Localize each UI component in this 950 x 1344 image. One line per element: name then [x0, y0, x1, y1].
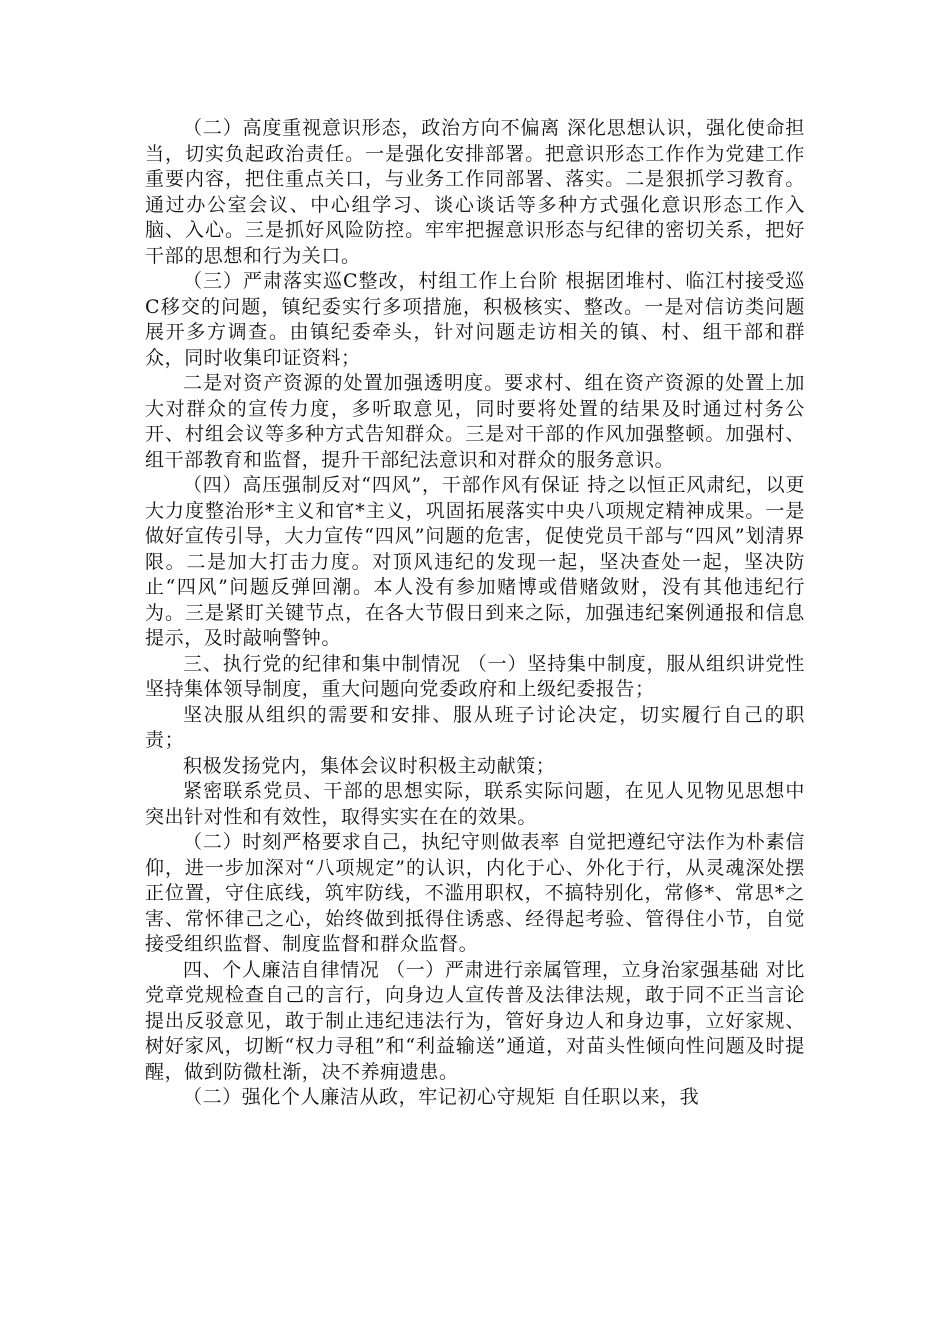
- paragraph-ideology: （二）高度重视意识形态，政治方向不偏离 深化思想认识，强化使命担当，切实负起政治责任。一是强化安排部署。把意识形态工作作为党建工作重要内容，把住重点关口，与业务工作同部署、落实。二是狠抓学习教育。通过办公室会议、中心组学习、谈心谈话等多种方式强化意识形态工作入脑、入心。三是抓好风险防控。牢牢把握意识形态与纪律的密切关系，把好干部的思想和行为关口。: [145, 117, 805, 267]
- paragraph-party-discipline: 三、执行党的纪律和集中制情况 （一）坚持集中制度，服从组织讲党性 坚持集体领导制度，重大问题向党委政府和上级纪委报告；: [145, 652, 805, 700]
- paragraph-clean-governance: （二）强化个人廉洁从政，牢记初心守规矩 自任职以来，我: [183, 1086, 700, 1108]
- paragraph-inner-party: 积极发扬党内，集体会议时积极主动献策；: [183, 754, 556, 777]
- paragraph-self-discipline: （二）时刻严格要求自己，执纪守则做表率 自觉把遵纪守法作为朴素信仰，进一步加深对“八项规定”的认识，内化于心、外化于行，从灵魂深处摆正位置，守住底线，筑牢防线，不滥用职权，不搞特别化，常修*、常思*之害、常怀律己之心，始终做到抵得住诱惑、经得起考验、管得住小节，自觉接受组织监督、制度监督和群众监督。: [145, 831, 805, 955]
- paragraph-personal-integrity: 四、个人廉洁自律情况 （一）严肃进行亲属管理，立身治家强基础 对比党章党规检查自己的言行，向身边人宣传普及法律法规，敢于同不正当言论提出反驳意见，敢于制止违纪违法行为，管好身边人和身边事，立好家规、树好家风，切断“权力寻租”和“利益输送”通道，对苗头性倾向性问题及时提醒，做到防微杜渐，决不养痈遗患。: [145, 958, 805, 1083]
- paragraph-four-winds: （四）高压强制反对“四风”，干部作风有保证 持之以恒正风肃纪，以更大力度整治形*主义和官*主义，巩固拓展落实中央八项规定精神成果。一是做好宣传引导，大力宣传“四风”问题的危害，促使党员干部与“四风”划清界限。二是加大打击力度。对顶风违纪的发现一起，坚决查处一起，坚决防止“四风”问题反弹回潮。本人没有参加赌博或借赌敛财，没有其他违纪行为。三是紧盯关键节点，在各大节假日到来之际，加强违纪案例通报和信息提示，及时敲响警钟。: [145, 474, 805, 649]
- paragraph-contact-members: 紧密联系党员、干部的思想实际，联系实际问题，在见人见物见思想中突出针对性和有效性，取得实实在在的效果。: [145, 780, 805, 828]
- paragraph-inspection-rectification: （三）严肃落实巡C整改，村组工作上台阶 根据团堆村、临江村接受巡C移交的问题，镇纪委实行多项措施，积极核实、整改。一是对信访类问题展开多方调查。由镇纪委牵头，针对问题走访相关的镇、村、组干部和群众，同时收集印证资料；: [145, 270, 805, 369]
- paragraph-obey-organization: 坚决服从组织的需要和安排、服从班子讨论决定，切实履行自己的职责；: [145, 703, 805, 751]
- document-body: [145, 116, 805, 1111]
- paragraph-asset-transparency: 二是对资产资源的处置加强透明度。要求村、组在资产资源的处置上加大对群众的宣传力度，多听取意见，同时要将处置的结果及时通过村务公开、村组会议等多种方式告知群众。三是对干部的作风加强整顿。加强村、组干部教育和监督，提升干部纪法意识和对群众的服务意识。: [145, 372, 805, 471]
